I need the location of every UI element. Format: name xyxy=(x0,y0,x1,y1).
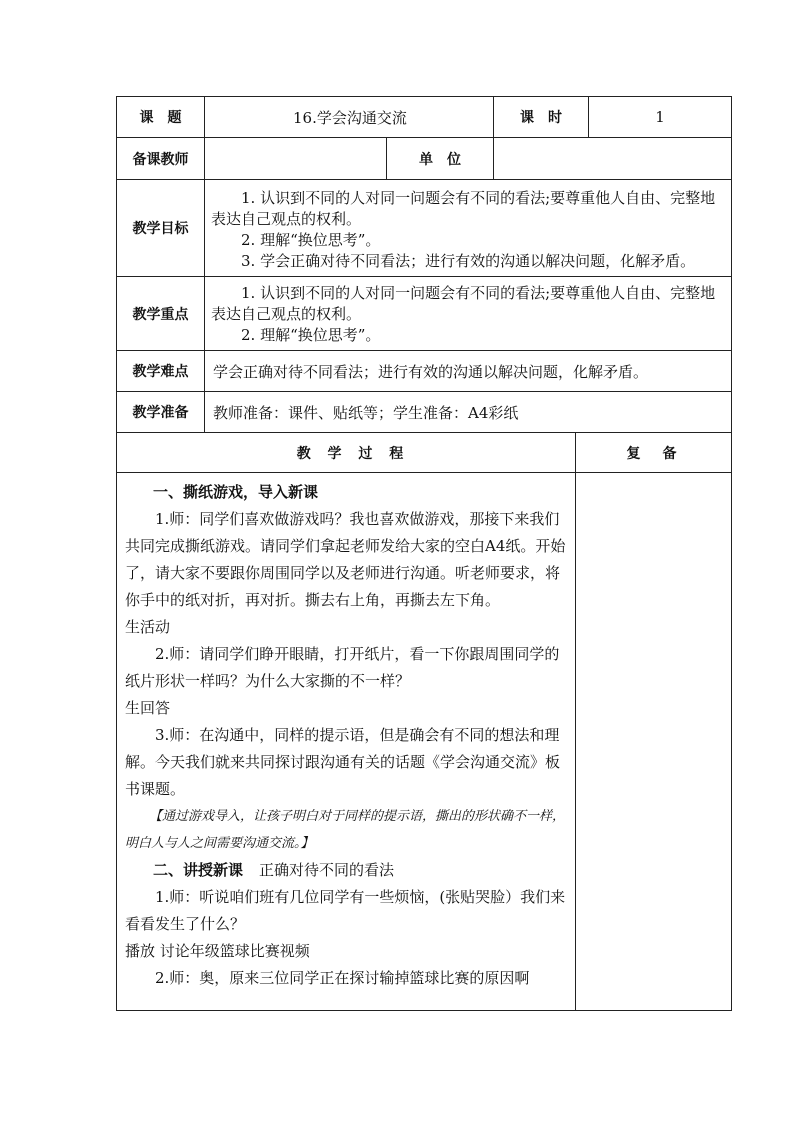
process-paragraph: 生活动 xyxy=(125,618,171,636)
process-paragraph: 3.师：在沟通中，同样的提示语，但是确会有不同的想法和理解。今天我们就来共同探讨跟沟通有关的话题《学会沟通交流》板书课题。 xyxy=(125,726,561,798)
row-process-body xyxy=(116,473,732,1011)
teacher-label: 备课教师 xyxy=(117,138,205,179)
section2-subtitle: 正确对待不同的看法 xyxy=(259,861,395,879)
unit-value xyxy=(494,138,731,179)
topic-value: 16.学会沟通交流 xyxy=(205,97,494,137)
key-point-line: 1. 认识到不同的人对同一问题会有不同的看法;要尊重他人自由、完整地表达自己观点的权利。 xyxy=(211,284,716,323)
row-teacher xyxy=(116,138,732,180)
goals-label: 教学目标 xyxy=(117,180,205,276)
unit-label: 单 位 xyxy=(387,138,494,179)
difficulty-text: 学会正确对待不同看法；进行有效的沟通以解决问题，化解矛盾。 xyxy=(213,362,649,381)
key-point-line: 2. 理解“换位思考”。 xyxy=(241,326,381,344)
process-paragraph: 1.师：听说咱们班有几位同学有一些烦恼，(张贴哭脸）我们来看看发生了什么？ xyxy=(125,888,566,933)
process-paragraph: 2.师：请同学们睁开眼睛，打开纸片，看一下你跟周围同学的纸片形状一样吗？为什么大家撕的不一样？ xyxy=(125,645,560,690)
difficulty-label: 教学难点 xyxy=(117,351,205,391)
process-paragraph: 播放 讨论年级篮球比赛视频 xyxy=(125,942,310,960)
row-difficulty xyxy=(116,351,732,392)
notes-column xyxy=(576,473,731,1010)
process-content xyxy=(117,473,576,1010)
teacher-value xyxy=(205,138,387,179)
period-value: 1 xyxy=(655,108,665,126)
row-process-header xyxy=(116,433,732,473)
row-preparation xyxy=(116,392,732,433)
key-points-label: 教学重点 xyxy=(117,277,205,350)
lesson-plan-table xyxy=(116,96,732,1011)
section2-title: 二、讲授新课 xyxy=(153,861,244,879)
notes-header: 复 备 xyxy=(626,445,681,462)
section2-heading xyxy=(125,857,567,884)
section1-title: 一、撕纸游戏，导入新课 xyxy=(153,483,319,501)
process-paragraph: 1.师：同学们喜欢做游戏吗？我也喜欢做游戏，那接下来我们共同完成撕纸游戏。请同学们拿起老师发给大家的空白A4纸。开始了，请大家不要跟你周围同学以及老师进行沟通。听老师要求，将你手中的纸对折，再对折。撕去右上角，再撕去左下角。 xyxy=(125,510,566,609)
goal-line: 3. 学会正确对待不同看法；进行有效的沟通以解决问题，化解矛盾。 xyxy=(241,252,696,270)
teaching-note: 【通过游戏导入，让孩子明白对于同样的提示语，撕出的形状确不一样，明白人与人之间需要沟通交流。】 xyxy=(125,809,566,851)
preparation-label: 教学准备 xyxy=(117,392,205,432)
preparation-text: 教师准备：课件、贴纸等；学生准备：A4彩纸 xyxy=(213,403,519,422)
goal-line: 1. 认识到不同的人对同一问题会有不同的看法;要尊重他人自由、完整地表达自己观点的权利。 xyxy=(211,189,716,228)
goals-content xyxy=(205,180,731,276)
goal-line: 2. 理解“换位思考”。 xyxy=(241,231,381,249)
key-points-content xyxy=(205,277,731,350)
row-key-points xyxy=(116,277,732,351)
topic-label: 课 题 xyxy=(117,97,205,137)
row-goals xyxy=(116,180,732,277)
process-header: 教 学 过 程 xyxy=(117,433,576,472)
process-paragraph: 生回答 xyxy=(125,699,171,717)
row-topic xyxy=(116,96,732,138)
process-paragraph: 2.师：奥，原来三位同学正在探讨输掉篮球比赛的原因啊 xyxy=(155,969,530,987)
period-label: 课 时 xyxy=(494,97,589,137)
